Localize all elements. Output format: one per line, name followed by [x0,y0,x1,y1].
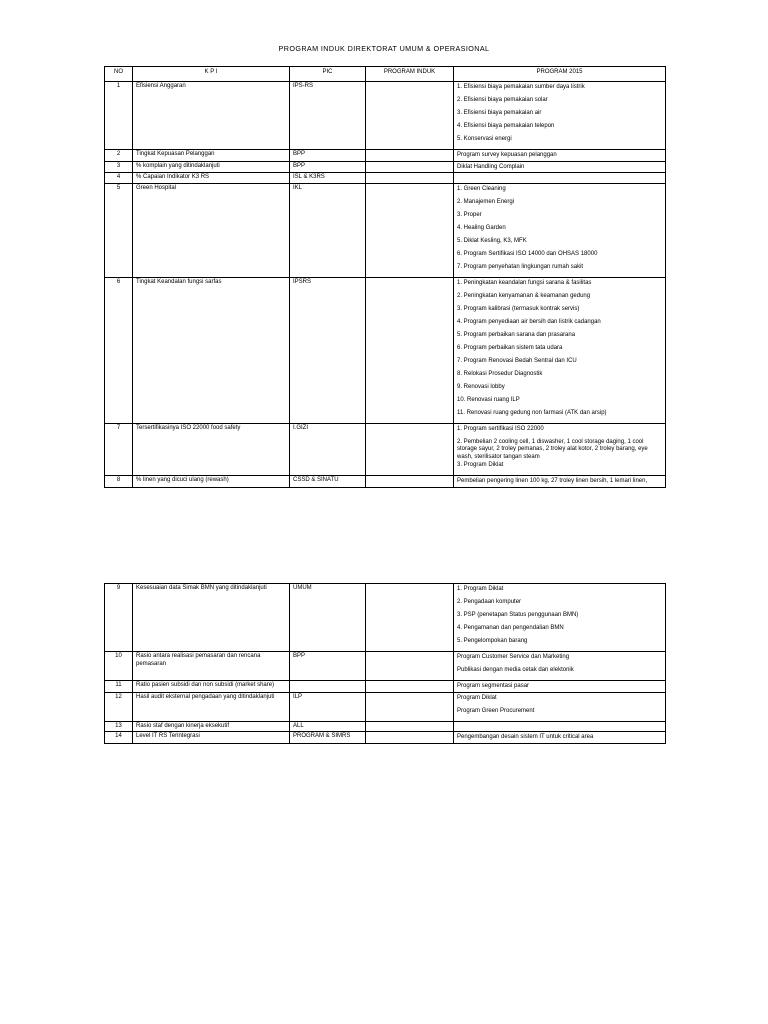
program-item: 6. Program perbaikan sistem tata udara [457,344,563,351]
program-induk-cell [366,161,454,173]
kpi-cell: % linen yang dicuci ulang (rewash) [133,476,290,488]
program-2015-cell [454,150,666,162]
program-2015-cell [454,423,666,476]
pic-cell: BPP [290,150,366,162]
program-item: 2. Pembelian 2 cooling cell, 1 diswasher, 1 cool storage daging, 1 cool storage sayur, 2 troley pemanas, 2 troley alat kotor, 2 troley barang, eye wash, sterilisator tangan steam [457,438,648,460]
header-kpi: K P I [133,67,290,82]
table-row [105,721,666,732]
kpi-cell: Green Hospital [133,183,290,277]
row-number: 6 [105,277,133,423]
program-2015-cell [454,161,666,173]
program-item: 10. Renovasi ruang ILP [457,396,520,403]
table-row [105,277,666,423]
kpi-cell: Tingkat Keandalan fungsi sarfas [133,277,290,423]
pic-cell: ALL [290,721,366,732]
program-induk-cell [366,732,454,744]
table-row [105,692,666,721]
program-item: 7. Program Renovasi Bedah Sentral dan ICU [457,357,577,364]
table-row [105,150,666,162]
header-pic: PIC [290,67,366,82]
row-number: 11 [105,681,133,693]
row-number: 7 [105,423,133,476]
table-row [105,173,666,184]
program-item: 5. Konservasi energi [457,136,512,142]
program-item: 4. Healing Garden [457,224,506,231]
program-2015-cell [454,476,666,488]
program-item: Publikasi dengan media cetak dan elektonik [457,667,574,673]
page-title: PROGRAM INDUK DIREKTORAT UMUM & OPERASIONAL [278,44,490,53]
row-number: 9 [105,584,133,652]
program-induk-cell [366,423,454,476]
program-2015-cell [454,652,666,681]
program-item: 3. Program kalibrasi (termasuk kontrak servis) [457,305,580,312]
kpi-cell: Efisiensi Anggaran [133,82,290,150]
pic-cell: CSSD & SINATU [290,476,366,488]
pic-cell: PROGRAM & SIMRS [290,732,366,744]
program-induk-cell [366,652,454,681]
program-induk-cell [366,183,454,277]
program-2015-cell [454,173,666,184]
row-number: 2 [105,150,133,162]
program-item: Diklat Handling Complain [457,163,525,170]
kpi-cell: Kesesuaian data Simak BMN yang ditindaklanjuti [133,584,290,652]
program-item: 5. Diklat Kesling, K3, MFK [457,237,527,244]
program-table-part-1 [104,66,666,488]
table-row [105,652,666,681]
pic-cell [290,681,366,693]
program-2015-cell [454,82,666,150]
header-program-2015: PROGRAM 2015 [454,67,666,82]
kpi-cell: % komplain yang ditindaklanjuti [133,161,290,173]
header-program-induk: PROGRAM INDUK [366,67,454,82]
row-number: 5 [105,183,133,277]
program-item: 1. Program sertifikasi ISO 22000 [457,425,544,432]
program-item: 2. Peningkatan kenyamanan & keamanan gedung [457,292,591,299]
program-item: 4. Efisiensi biaya pemakaian telepon [457,123,555,129]
row-number: 12 [105,692,133,721]
program-item: 8. Relokasi Prosedur Diagnostik [457,370,543,377]
program-item [457,174,662,175]
table-row [105,476,666,488]
kpi-cell: Rasio staf dengan kinerja eksekutif [133,721,290,732]
program-2015-cell [454,277,666,423]
kpi-cell: Ratio pasien subsidi dan non subsidi (market share) [133,681,290,693]
table-row [105,82,666,150]
row-number: 10 [105,652,133,681]
pic-cell: UMUM [290,584,366,652]
program-item: 1. Efisiensi biaya pemakaian sumber daya listrik [457,84,585,90]
table-row [105,161,666,173]
program-item: 4. Pengamanan dan pengendalian BMN [457,625,564,631]
program-item: 1. Green Cleaning [457,185,506,192]
row-number: 14 [105,732,133,744]
program-item: 3. Proper [457,211,482,218]
program-item: 6. Program Sertifikasi ISO 14000 dan OHSAS 18000 [457,250,598,257]
program-item: Program Green Procurement [457,707,535,714]
program-table-part-2 [104,583,666,744]
program-item: 4. Program penyediaan air bersih dan listrik cadangan [457,318,601,325]
kpi-cell: % Capaian Indikator K3 RS [133,173,290,184]
table-row [105,584,666,652]
program-item: 7. Program penyehatan lingkungan rumah sakit [457,263,584,270]
program-2015-cell [454,721,666,732]
program-induk-cell [366,173,454,184]
program-2015-cell [454,681,666,693]
table-header-row [105,67,666,82]
kpi-cell: Tersertifikasinya ISO 22000 food safety [133,423,290,476]
kpi-cell: Hasil audit eksternal pengadaan yang ditindaklanjuti [133,692,290,721]
table-row [105,681,666,693]
program-item: 9. Renovasi lobby [457,383,505,390]
kpi-cell: Level IT RS Terintegrasi [133,732,290,744]
pic-cell: I.GIZI [290,423,366,476]
table-row [105,732,666,744]
program-item [457,723,662,724]
program-induk-cell [366,681,454,693]
row-number: 8 [105,476,133,488]
program-item: 11. Renovasi ruang gedung non farmasi (ATK dan arsip) [457,409,607,416]
table-row [105,183,666,277]
row-number: 3 [105,161,133,173]
program-induk-cell [366,82,454,150]
program-item: 5. Program perbaikan sarana dan prasarana [457,331,576,338]
program-item: 1. Program Diklat [457,586,504,592]
row-number: 4 [105,173,133,184]
program-item: 2. Pengadaan komputer [457,599,522,605]
pic-cell: ISL & K3RS [290,173,366,184]
header-no: NO [105,67,133,82]
program-induk-cell [366,721,454,732]
program-item: 5. Pengelompokan barang [457,638,528,644]
pic-cell: BPP [290,652,366,681]
program-induk-cell [366,150,454,162]
row-number: 13 [105,721,133,732]
program-induk-cell [366,584,454,652]
pic-cell: IKL [290,183,366,277]
program-item: 3. Program Diklat [457,462,504,468]
program-item: Pengembangan desain sistem IT untuk critical area [457,734,594,740]
pic-cell: IPS-RS [290,82,366,150]
program-induk-cell [366,476,454,488]
program-item: Program segmentasi pasar [457,683,530,689]
row-number: 1 [105,82,133,150]
kpi-cell: Rasio antara realisasi pemasaran dan rencana pemasaran [133,652,290,681]
table-body [105,584,666,744]
pic-cell: ILP [290,692,366,721]
program-item: 2. Efisiensi biaya pemakaian solar [457,97,548,103]
program-item: Program survey kepuasan pelanggan [457,152,557,158]
table-row [105,423,666,476]
program-item: Pembelian pengering linen 100 kg, 27 troley linen bersih, 1 lemari linen, [457,478,648,484]
program-item: Program Diklat [457,694,497,701]
program-item: 1. Peningkatan keandalan fungsi sarana & fasilitas [457,279,592,286]
table-body [105,82,666,488]
pic-cell: IPSRS [290,277,366,423]
program-induk-cell [366,277,454,423]
program-2015-cell [454,183,666,277]
program-item: 2. Manajemen Energi [457,198,515,205]
program-item: Program Customer Service dan Marketing [457,654,570,660]
program-2015-cell [454,692,666,721]
kpi-cell: Tingkat Kepuasan Pelanggan [133,150,290,162]
program-2015-cell [454,584,666,652]
program-item: 3. PSP (penetapan Status penggunaan BMN) [457,612,579,618]
program-2015-cell [454,732,666,744]
program-item: 3. Efisiensi biaya pemakaian air [457,110,542,116]
program-induk-cell [366,692,454,721]
pic-cell: BPP [290,161,366,173]
